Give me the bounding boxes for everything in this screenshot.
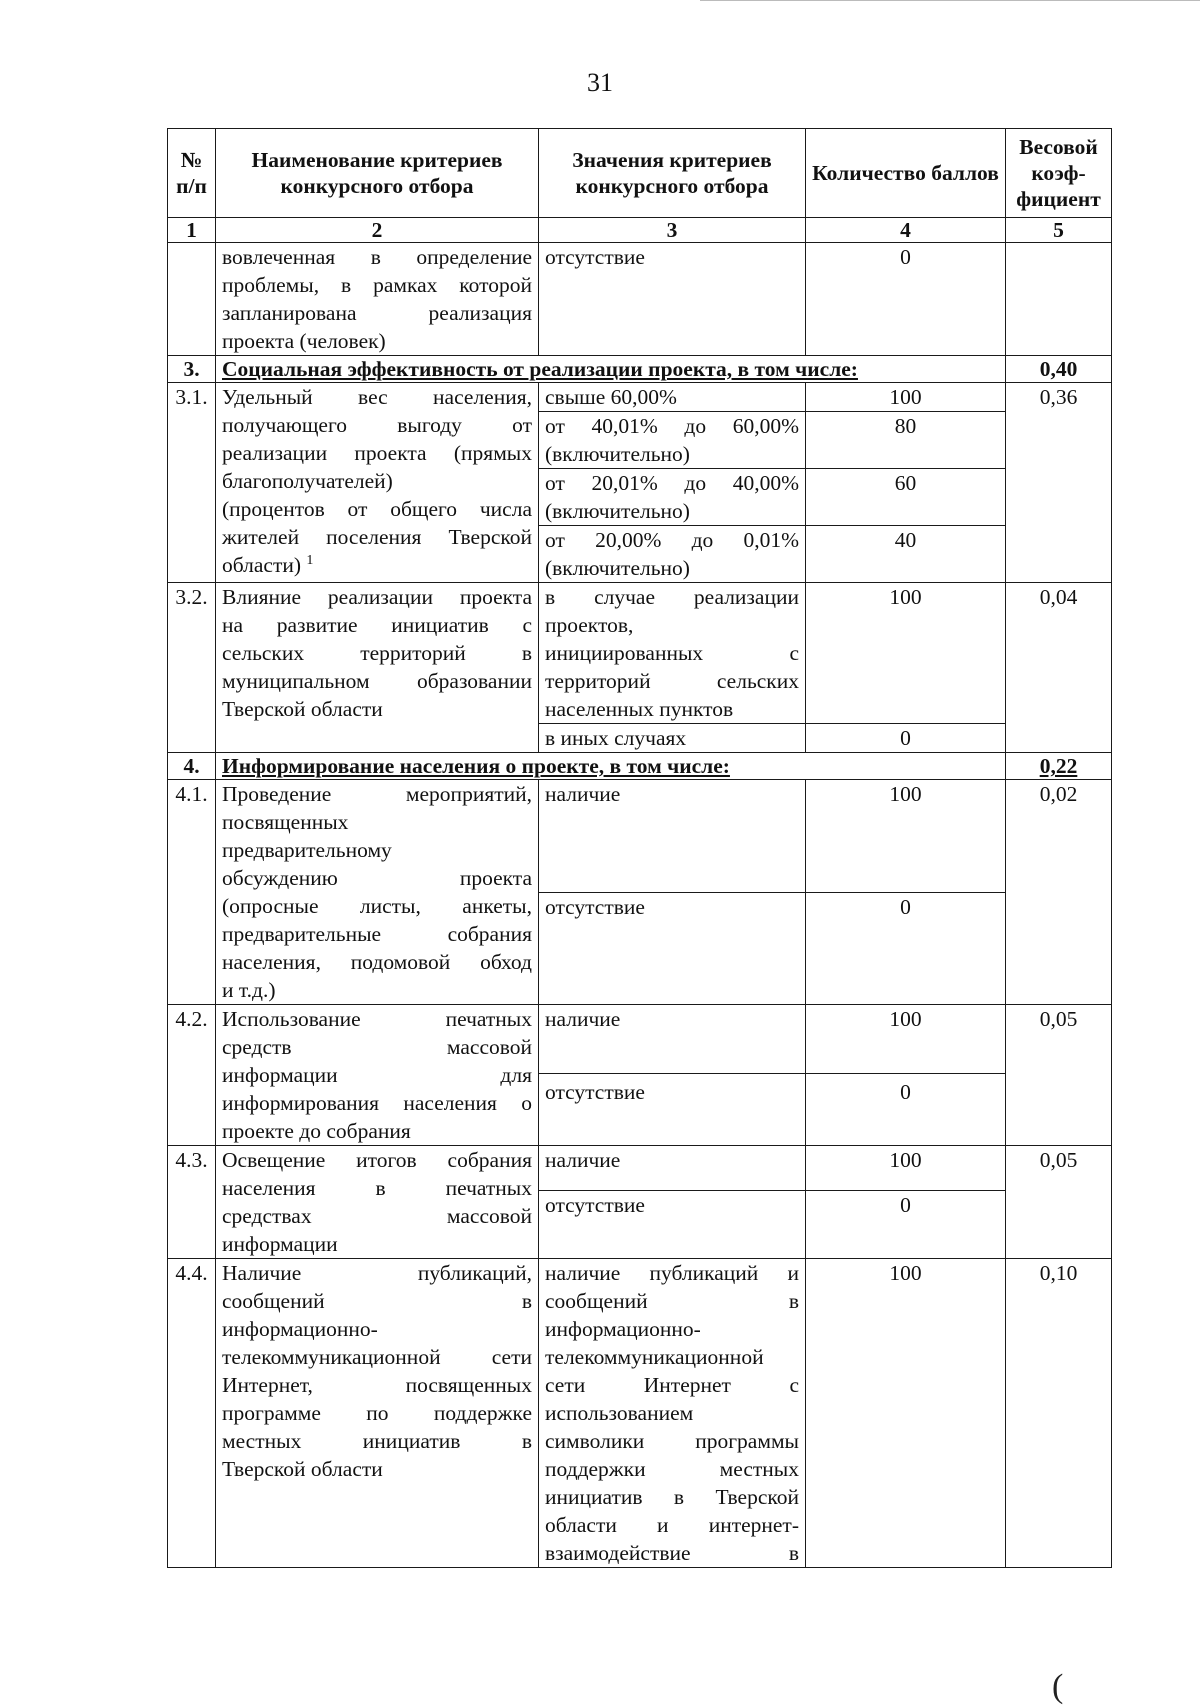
- section-row-4: [168, 753, 1112, 780]
- header-values: Значения критериев конкурсного отбора: [539, 129, 806, 218]
- header-points: Количество баллов: [806, 129, 1006, 218]
- section-number: 4.: [168, 753, 216, 780]
- criterion-weight: 0,05: [1006, 1005, 1112, 1146]
- criterion-value: отсутствие: [539, 893, 806, 1005]
- criterion-points: 60: [806, 469, 1006, 526]
- criterion-weight: [1006, 243, 1112, 356]
- criterion-name: Использование печатных средств массовой информации для информирования населения о проекте до собрания: [216, 1005, 539, 1146]
- criterion-weight: 0,04: [1006, 583, 1112, 753]
- section-title: Социальная эффективность от реализации проекта, в том числе:: [216, 356, 1006, 383]
- criterion-value: наличие публикаций и сообщений в информационно- телекоммуникационной сети Интернет с использованием символики программы поддержки местных инициатив в Тверской области и интернет- взаимодействие в: [539, 1259, 806, 1568]
- scan-edge-line: [700, 0, 1200, 1]
- table-row-continued: [168, 243, 1112, 356]
- criterion-value: отсутствие: [539, 243, 806, 356]
- header-no: № п/п: [168, 129, 216, 218]
- section-row-3: [168, 356, 1112, 383]
- criterion-value: от 20,01% до 40,00% (включительно): [539, 469, 806, 526]
- row-number: [168, 243, 216, 356]
- criterion-value: наличие: [539, 1146, 806, 1191]
- section-weight: 0,22: [1006, 753, 1112, 780]
- criterion-name: Проведение мероприятий, посвященных предварительному обсуждению проекта (опросные листы, анкеты, предварительные собрания населения, подомовой обход и т.д.): [216, 780, 539, 1005]
- criterion-value: свыше 60,00%: [539, 383, 806, 412]
- page-number: 31: [587, 68, 613, 97]
- header-weight: Весовой коэф-фициент: [1006, 129, 1112, 218]
- criterion-points: 0: [806, 1191, 1006, 1259]
- criterion-points: 0: [806, 243, 1006, 356]
- criterion-value: в случае реализации проектов, инициированных с территорий сельских населенных пунктов: [539, 583, 806, 724]
- criterion-weight: 0,02: [1006, 780, 1112, 1005]
- criteria-table: [167, 128, 1112, 1568]
- criterion-name: Наличие публикаций, сообщений в информационно- телекоммуникационной сети Интернет, посвященных программе по поддержке местных инициатив в Тверской области: [216, 1259, 539, 1568]
- criterion-weight: 0,10: [1006, 1259, 1112, 1568]
- criterion-points: 100: [806, 1146, 1006, 1191]
- criterion-weight: 0,05: [1006, 1146, 1112, 1259]
- criterion-points: 40: [806, 526, 1006, 583]
- criterion-points: 100: [806, 1005, 1006, 1074]
- column-number-row: [168, 218, 1112, 243]
- criterion-points: 0: [806, 893, 1006, 1005]
- criterion-value: от 20,00% до 0,01% (включительно): [539, 526, 806, 583]
- table-row-4-1: [168, 780, 1112, 893]
- row-number: 4.4.: [168, 1259, 216, 1568]
- column-number: 1: [168, 218, 216, 243]
- column-number: 4: [806, 218, 1006, 243]
- row-number: 3.2.: [168, 583, 216, 753]
- section-weight: 0,40: [1006, 356, 1112, 383]
- table-row-4-4: [168, 1259, 1112, 1568]
- criterion-name: Влияние реализации проекта на развитие инициатив с сельских территорий в муниципальном образовании Тверской области: [216, 583, 539, 753]
- criterion-points: 80: [806, 412, 1006, 469]
- column-number: 5: [1006, 218, 1112, 243]
- criterion-points: 0: [806, 724, 1006, 753]
- row-number: 3.1.: [168, 383, 216, 583]
- row-number: 4.2.: [168, 1005, 216, 1146]
- criterion-value: наличие: [539, 1005, 806, 1074]
- scan-mark: (: [1052, 1668, 1064, 1705]
- table-row-4-3: [168, 1146, 1112, 1191]
- criterion-value: отсутствие: [539, 1074, 806, 1146]
- criterion-points: 100: [806, 583, 1006, 724]
- criterion-name: вовлеченная в определение проблемы, в рамках которой запланирована реализация проекта (человек): [216, 243, 539, 356]
- section-number: 3.: [168, 356, 216, 383]
- criterion-weight: 0,36: [1006, 383, 1112, 583]
- footnote-mark: 1: [306, 552, 314, 568]
- criterion-value: от 40,01% до 60,00% (включительно): [539, 412, 806, 469]
- criterion-value: отсутствие: [539, 1191, 806, 1259]
- criterion-points: 100: [806, 383, 1006, 412]
- row-number: 4.3.: [168, 1146, 216, 1259]
- section-title: Информирование населения о проекте, в том числе:: [216, 753, 1006, 780]
- criterion-name: Освещение итогов собрания населения в печатных средствах массовой информации: [216, 1146, 539, 1259]
- criterion-name: Удельный вес населения, получающего выгоду от реализации проекта (прямых благополучателей) (процентов от общего числа жителей поселения Тверской области) $^1$: [216, 383, 539, 583]
- criterion-value: наличие: [539, 780, 806, 893]
- table-header-row: [168, 129, 1112, 218]
- header-name: Наименование критериев конкурсного отбора: [216, 129, 539, 218]
- column-number: 3: [539, 218, 806, 243]
- row-number: 4.1.: [168, 780, 216, 1005]
- table-row-3-2: [168, 583, 1112, 724]
- table-row-4-2: [168, 1005, 1112, 1074]
- criterion-points: 0: [806, 1074, 1006, 1146]
- criterion-points: 100: [806, 1259, 1006, 1568]
- table-row-3-1: [168, 383, 1112, 412]
- column-number: 2: [216, 218, 539, 243]
- criterion-points: 100: [806, 780, 1006, 893]
- criterion-value: в иных случаях: [539, 724, 806, 753]
